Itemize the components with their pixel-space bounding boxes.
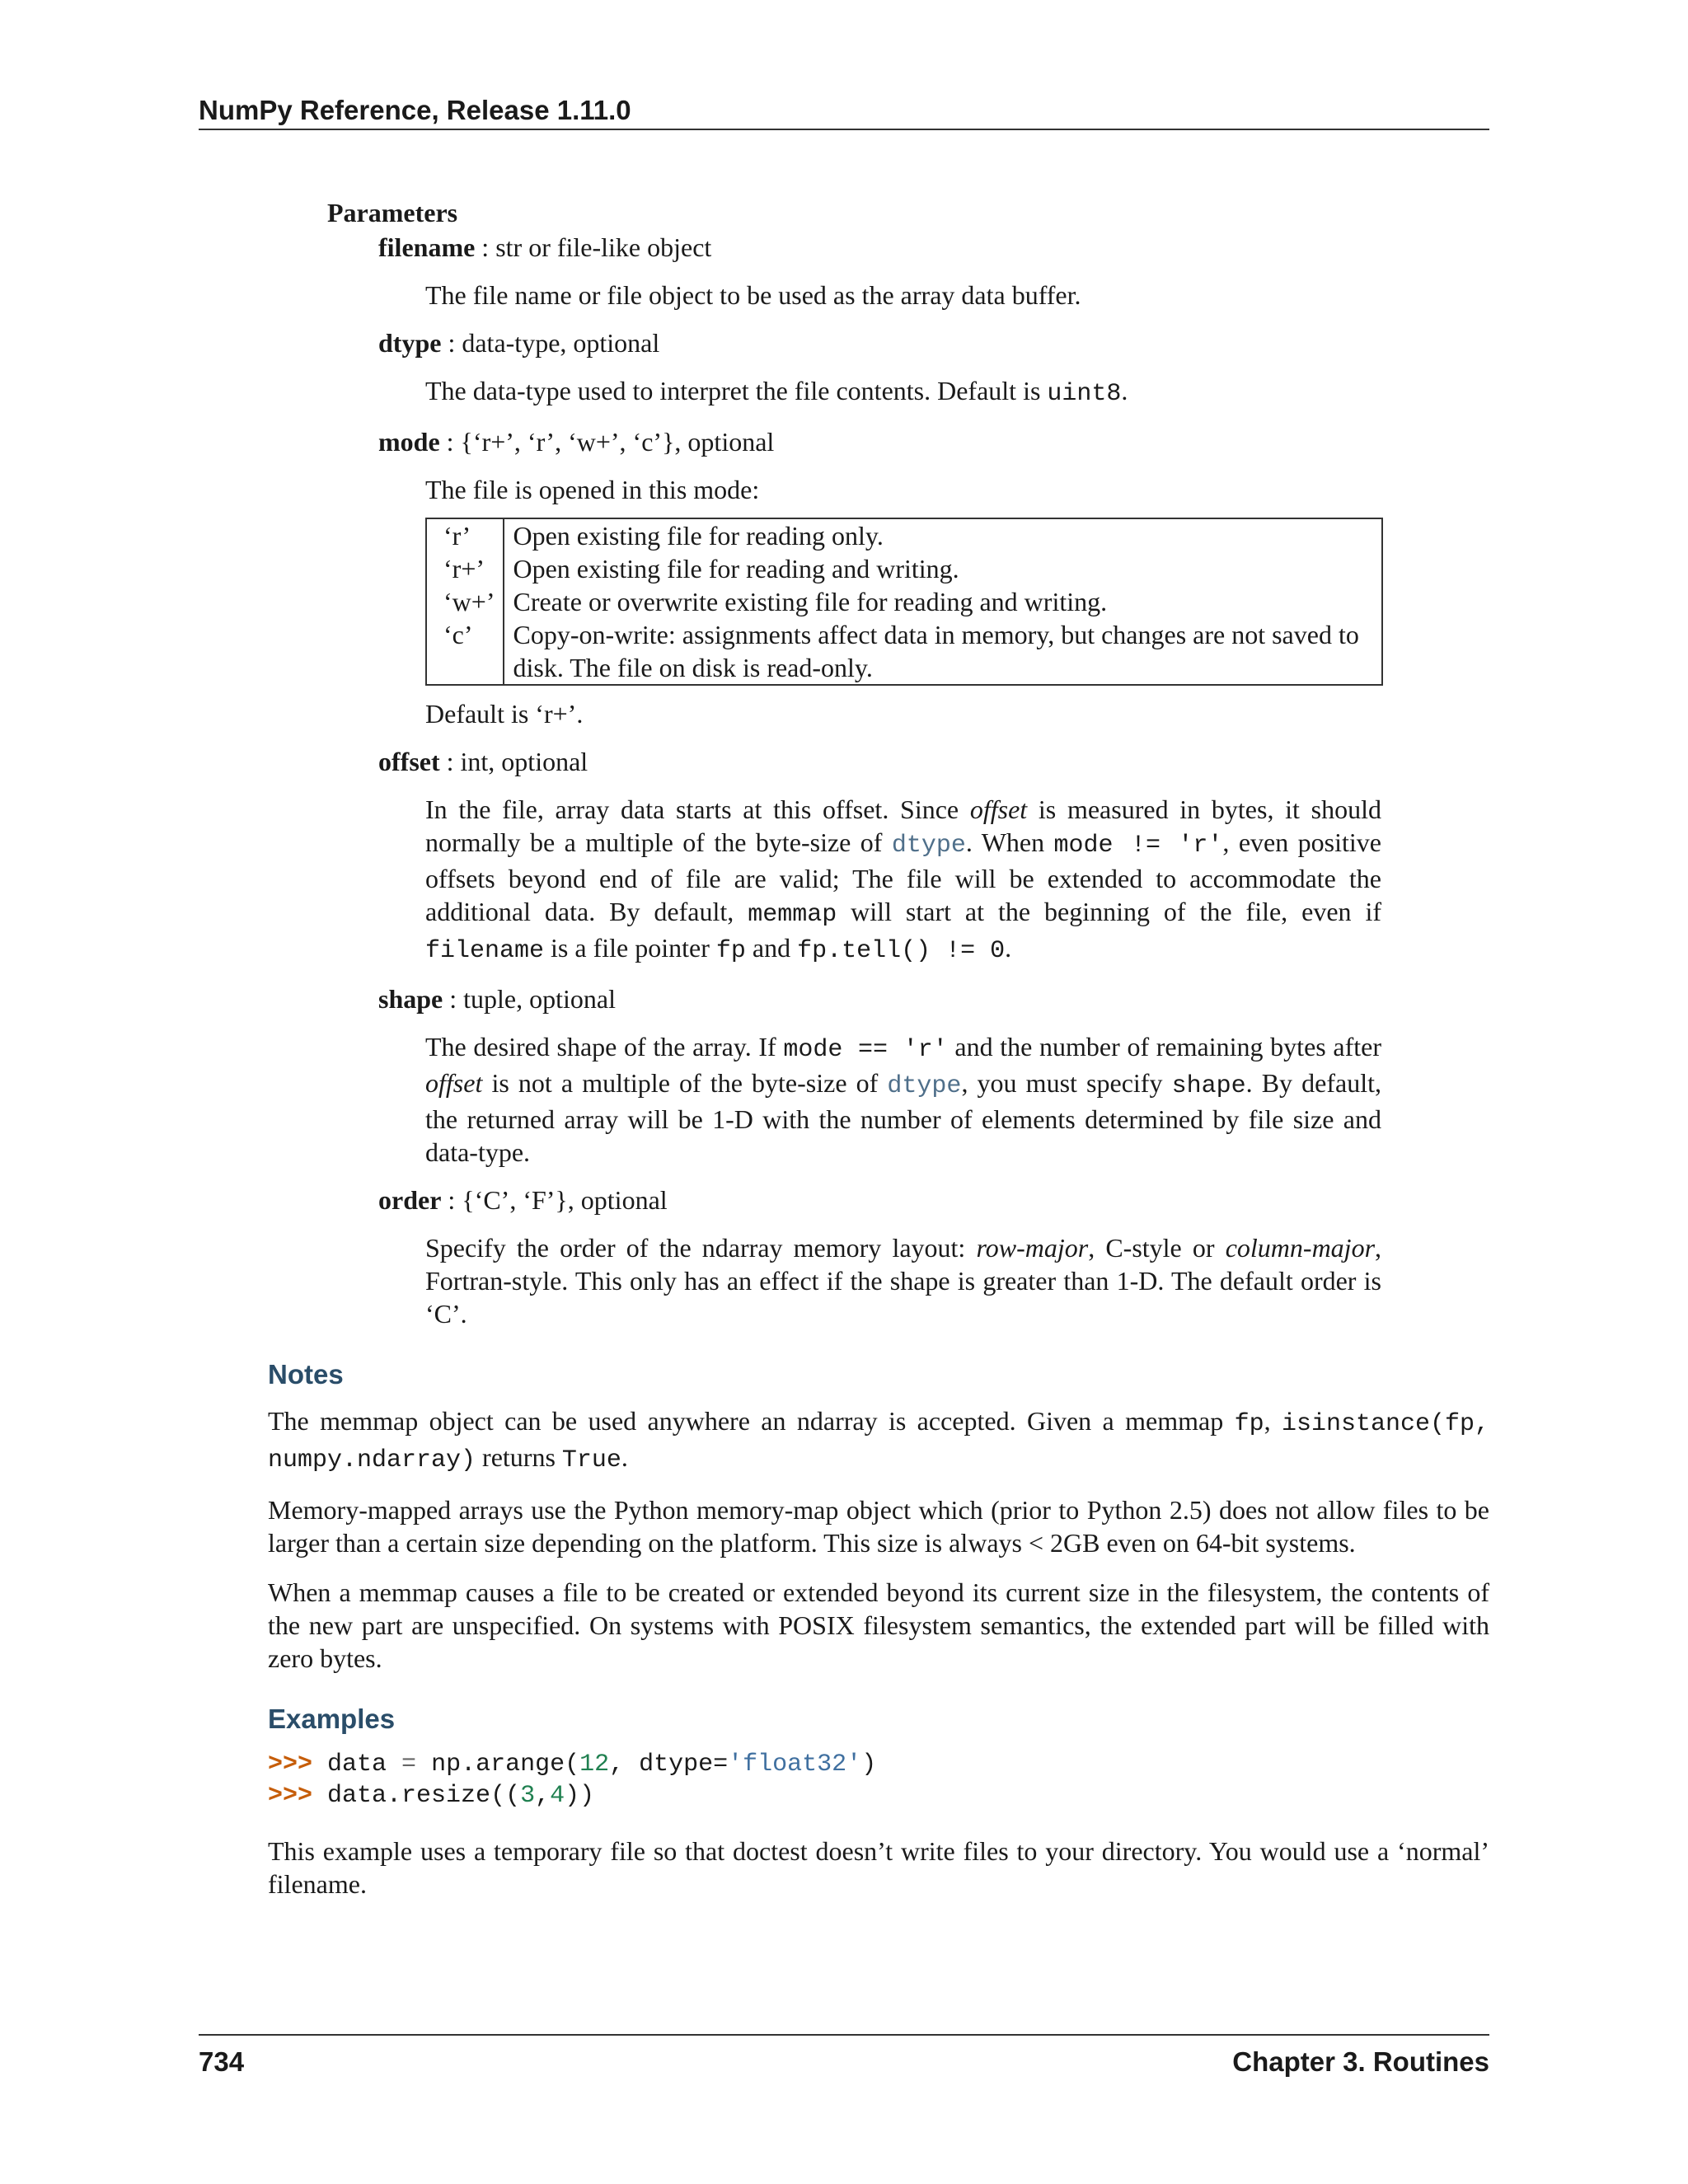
param-filename-desc: The file name or file object to be used as the array data buffer. — [425, 280, 1081, 310]
notes-heading: Notes — [268, 1359, 344, 1390]
param-dtype: dtype : data-type, optional — [378, 328, 660, 358]
notes-paragraph-1: The memmap object can be used anywhere an ndarray is accepted. Given a memmap fp, isinstance(fp, numpy.ndarray) returns True. — [268, 1406, 1489, 1474]
param-mode-default: Default is ‘r+’. — [425, 699, 584, 729]
param-offset: offset : int, optional — [378, 747, 588, 776]
running-header — [199, 92, 1489, 130]
examples-heading: Examples — [268, 1704, 396, 1734]
param-order-desc: Specify the order of the ndarray memory layout: row-major, C-style or column-major, Fortran-style. This only has an effect if the shape is greater than 1-D. The default order is ‘C’. — [425, 1233, 1382, 1329]
page-number: 734 — [199, 2046, 245, 2077]
param-offset-desc: In the file, array data starts at this offset. Since offset is measured in bytes, it should normally be a multiple of the byte-size of dtype. When mode != 'r', even positive offsets beyond end of file are valid; The file will be extended to accommodate the additional data. By default, memmap will start at the beginning of the file, even if filename is a file pointer fp and fp.tell() != 0. — [425, 794, 1381, 965]
mode-table — [425, 518, 1383, 686]
dtype-link[interactable]: dtype — [887, 1072, 962, 1100]
examples-after-text: This example uses a temporary file so that doctest doesn’t write files to your directory. You would use a ‘normal’ filename. — [268, 1836, 1489, 1899]
dtype-link[interactable]: dtype — [891, 832, 966, 860]
table-row: ‘r+’ Open existing file for reading and writing. — [426, 552, 1382, 585]
param-dtype-desc: The data-type used to interpret the file contents. Default is uint8. — [425, 376, 1128, 408]
table-row: ‘w+’ Create or overwrite existing file for reading and writing. — [426, 585, 1382, 618]
notes-paragraph-2: Memory-mapped arrays use the Python memory-map object which (prior to Python 2.5) does not allow files to be larger than a certain size depending on the platform. This size is always < 2GB even on 64-bit systems. — [268, 1495, 1489, 1558]
param-shape-desc: The desired shape of the array. If mode == 'r' and the number of remaining bytes after offset is not a multiple of the byte-size of dtype, you must specify shape. By default, the returned array will be 1-D with the number of elements determined by file size and data-type. — [425, 1032, 1382, 1167]
header-title: NumPy Reference, Release 1.11.0 — [199, 95, 631, 125]
param-filename: filename : str or file-like object — [378, 232, 712, 262]
parameters-section — [327, 196, 1489, 1330]
main-content — [268, 196, 1489, 1917]
chapter-title: Chapter 3. Routines — [1232, 2046, 1489, 2077]
param-mode: mode : {‘r+’, ‘r’, ‘w+’, ‘c’}, optional — [378, 427, 775, 457]
param-shape: shape : tuple, optional — [378, 984, 616, 1014]
param-order: order : {‘C’, ‘F’}, optional — [378, 1185, 668, 1215]
table-row: ‘r’ Open existing file for reading only. — [426, 518, 1382, 552]
code-line: >>> data.resize((3,4)) — [268, 1782, 595, 1810]
code-example — [268, 1749, 1489, 1811]
parameters-label: Parameters — [327, 198, 458, 227]
code-line: >>> data = np.arange(12, dtype='float32') — [268, 1750, 877, 1779]
page-footer — [199, 2034, 1489, 2077]
notes-paragraph-3: When a memmap causes a file to be created or extended beyond its current size in the filesystem, the contents of the new part are unspecified. On systems with POSIX filesystem semantics, the extended part will be filled with zero bytes. — [268, 1577, 1489, 1673]
table-row: ‘c’ Copy-on-write: assignments affect data in memory, but changes are not saved to disk. The file on disk is read-only. — [426, 618, 1382, 685]
param-mode-intro: The file is opened in this mode: — [425, 475, 760, 504]
